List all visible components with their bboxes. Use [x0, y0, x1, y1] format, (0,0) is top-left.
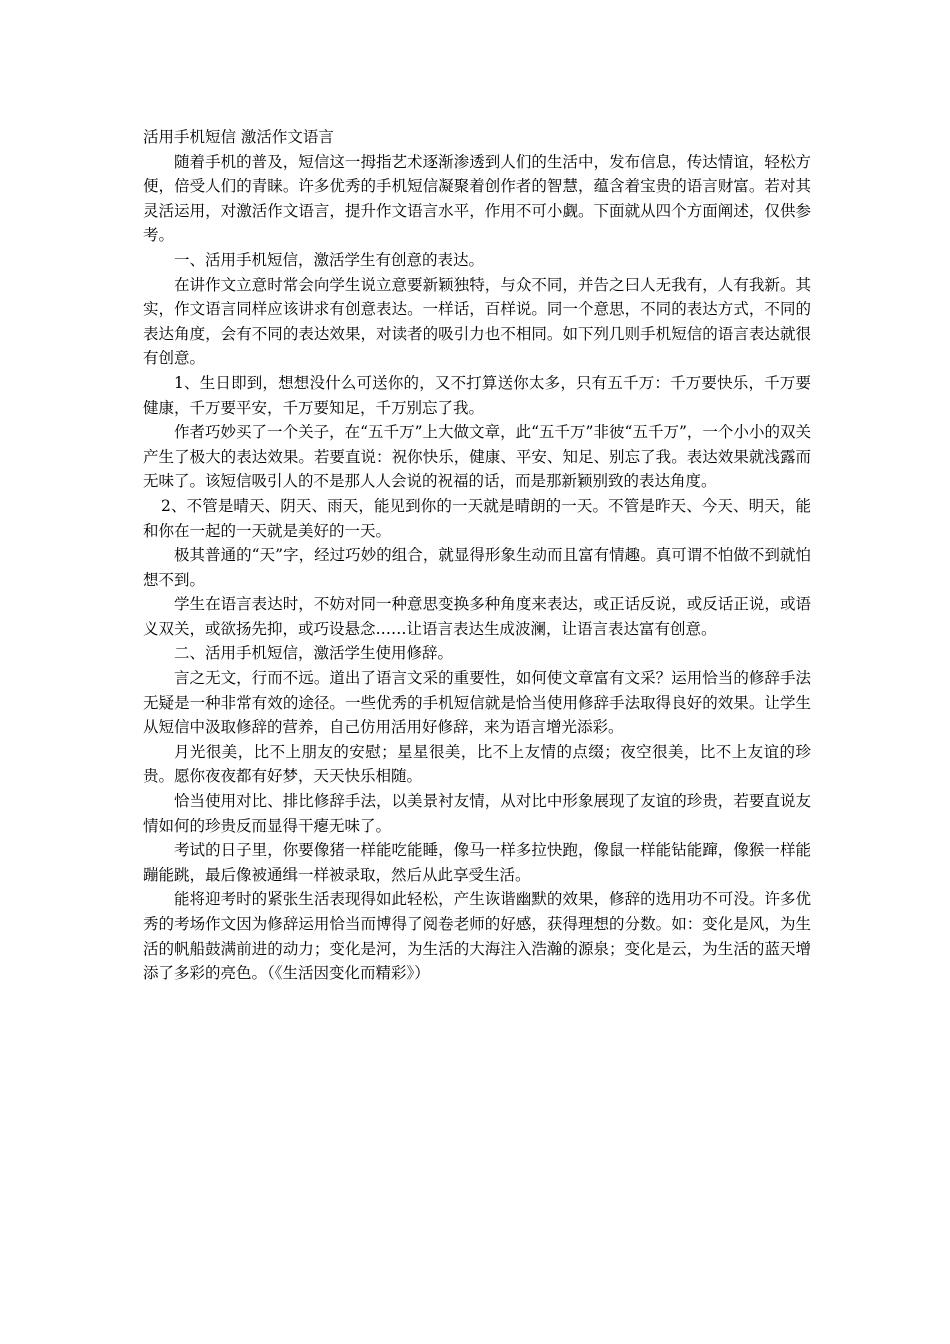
- analysis-sms-4: 能将迎考时的紧张生活表现得如此轻松，产生诙谐幽默的效果，修辞的选用功不可没。许多优秀的考场作文因为修辞运用恰当而博得了阅卷老师的好感，获得理想的分数。如：变化是风，为生活的帆船鼓满前进的动力；变化是河，为生活的大海注入浩瀚的源泉；变化是云，为生活的蓝天增添了多彩的亮色。（《生活因变化而精彩》）: [143, 890, 811, 983]
- document-title: 活用手机短信 激活作文语言: [143, 128, 334, 146]
- section-heading-2: 二、活用手机短信，激活学生使用修辞。: [174, 644, 454, 663]
- document-body: [143, 125, 811, 986]
- example-sms-2: 2、不管是晴天、阴天、雨天，能见到你的一天就是晴朗的一天。不管是昨天、今天、明天，能和你在一起的一天就是美好的一天。: [143, 496, 811, 540]
- example-sms-3: 月光很美，比不上朋友的安慰；星星很美，比不上友情的点缀；夜空很美，比不上友谊的珍贵。愿你夜夜都有好梦，天天快乐相随。: [143, 742, 811, 786]
- example-sms-1: 1、生日即到，想想没什么可送你的，又不打算送你太多，只有五千万：千万要快乐，千万要健康，千万要平安，千万要知足，千万别忘了我。: [143, 373, 811, 417]
- paragraph-rhetoric: 言之无文，行而不远。道出了语言文采的重要性，如何使文章富有文采？运用恰当的修辞手法无疑是一种非常有效的途径。一些优秀的手机短信就是恰当使用修辞手法取得良好的效果。让学生从短信中汲取修辞的营养，自己仿用活用好修辞，来为语言增光添彩。: [143, 669, 811, 737]
- example-sms-4: 考试的日子里，你要像猪一样能吃能睡，像马一样多拉快跑，像鼠一样能钻能蹿，像猴一样能蹦能跳，最后像被通缉一样被录取，然后从此享受生活。: [143, 841, 811, 884]
- paragraph-student-expression: 学生在语言表达时，不妨对同一种意思变换多种角度来表达，或正话反说，或反话正说，或语义双关，或欲扬先抑，或巧设悬念……让语言表达生成波澜，让语言表达富有创意。: [143, 595, 811, 638]
- section-heading-1: 一、活用手机短信，激活学生有创意的表达。: [174, 250, 485, 269]
- analysis-sms-3: 恰当使用对比、排比修辞手法，以美景衬友情，从对比中形象展现了友谊的珍贵，若要直说友情如何的珍贵反而显得干瘪无味了。: [143, 792, 811, 835]
- analysis-sms-1: 作者巧妙买了一个关子，在“五千万”上大做文章，此“五千万”非彼“五千万”，一个小小的双关产生了极大的表达效果。若要直说：祝你快乐，健康、平安、知足、别忘了我。表达效果就浅露而无味了。该短信吸引人的不是那人人会说的祝福的话，而是那新颖别致的表达角度。: [143, 423, 811, 491]
- analysis-sms-2: 极其普通的“天”字，经过巧妙的组合，就显得形象生动而且富有情趣。真可谓不怕做不到就怕想不到。: [143, 546, 811, 589]
- paragraph-intro: 随着手机的普及，短信这一拇指艺术逐渐渗透到人们的生活中，发布信息，传达情谊，轻松方便，倍受人们的青睐。许多优秀的手机短信凝聚着创作者的智慧，蕴含着宝贵的语言财富。若对其灵活运用，对激活作文语言，提升作文语言水平，作用不可小觑。下面就从四个方面阐述，仅供参考。: [143, 152, 811, 245]
- paragraph-creative-expression: 在讲作文立意时常会向学生说立意要新颖独特，与众不同，并告之曰人无我有，人有我新。其实，作文语言同样应该讲求有创意表达。一样话，百样说。同一个意思，不同的表达方式，不同的表达角度，会有不同的表达效果，对读者的吸引力也不相同。如下列几则手机短信的语言表达就很有创意。: [143, 275, 811, 368]
